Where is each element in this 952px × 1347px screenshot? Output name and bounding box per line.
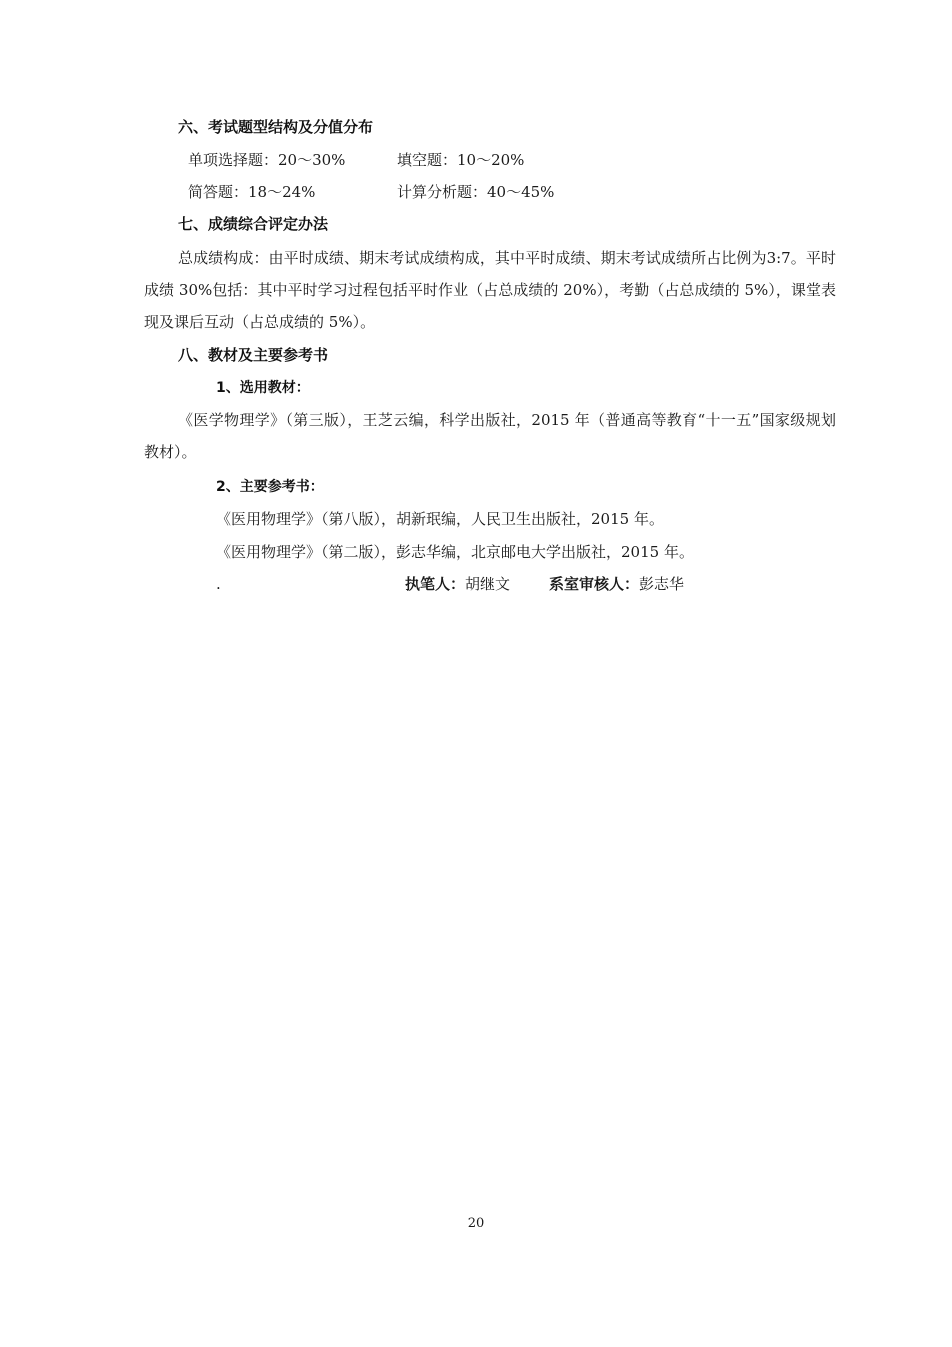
question-type-single-choice: 单项选择题：20～30%: [188, 151, 346, 169]
reference-item: 《医用物理学》（第八版），胡新珉编，人民卫生出版社，2015 年。: [216, 510, 664, 528]
section-8-heading: 八、教材及主要参考书: [178, 346, 329, 364]
author-label: 执笔人：: [405, 575, 466, 593]
question-type-fill-blank: 填空题：10～20%: [397, 151, 525, 169]
reviewer-signature: [549, 574, 684, 594]
section-6-heading: 六、考试题型结构及分值分布: [178, 118, 374, 136]
question-type-calculation: 计算分析题：40～45%: [397, 183, 555, 201]
textbook-entry: 《医学物理学》（第三版），王芝云编，科学出版社，2015 年（普通高等教育“十一五”国家级规划教材）。: [144, 411, 836, 461]
signature-dot: .: [216, 575, 221, 593]
reviewer-label: 系室审核人：: [549, 575, 640, 593]
reviewer-name: 彭志华: [639, 575, 685, 593]
question-type-short-answer: 简答题：18～24%: [188, 183, 316, 201]
author-name: 胡继文: [465, 575, 511, 593]
references-subheading: 2、主要参考书：: [216, 479, 324, 495]
reference-item: 《医用物理学》（第二版），彭志华编，北京邮电大学出版社，2015 年。: [216, 543, 694, 561]
section-7-heading: 七、成绩综合评定办法: [178, 215, 329, 233]
page-number: 20: [467, 1216, 485, 1231]
grading-paragraph: 总成绩构成：由平时成绩、期末考试成绩构成，其中平时成绩、期末考试成绩所占比例为3:7。平时成绩 30%包括：其中平时学习过程包括平时作业（占总成绩的 20%），考勤（占总成绩的 5%），课堂表现及课后互动（占总成绩的 5%）。: [144, 249, 836, 331]
author-signature: [405, 574, 510, 594]
textbook-subheading: 1、选用教材：: [216, 380, 310, 396]
